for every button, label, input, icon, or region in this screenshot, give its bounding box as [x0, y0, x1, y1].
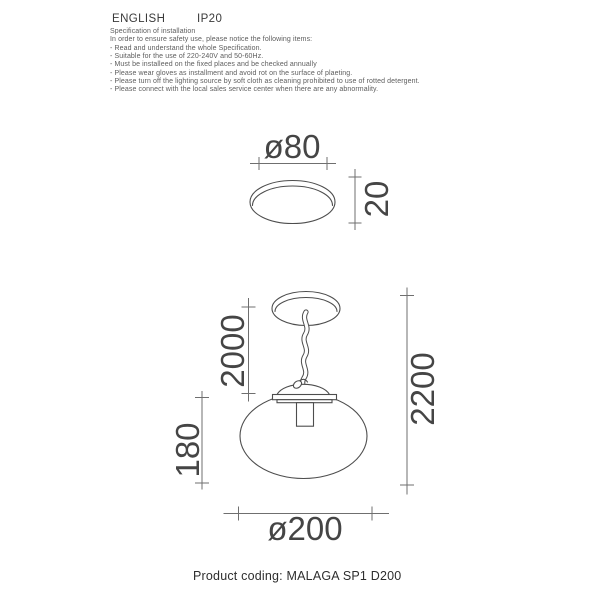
dim-label-canopy-diameter: ø80 [263, 128, 321, 165]
product-coding: Product coding: MALAGA SP1 D200 [193, 569, 402, 583]
canopy-top-view-outline [250, 181, 335, 224]
spec-item: - Please wear gloves as installment and avoid rot on the surface of plaeting. [110, 69, 353, 77]
dim-label-shade-height: 180 [169, 422, 206, 478]
spec-item: - Read and understand the whole Specification. [110, 44, 262, 52]
dim-label-cord-length: 2000 [214, 314, 251, 388]
dim-label-total-height: 2200 [404, 352, 441, 426]
spec-intro: In order to ensure safety use, please notice the following items: [110, 36, 313, 44]
dim-label-canopy-height: 20 [358, 180, 395, 218]
spec-item: - Suitable for the use of 220-240V and 50-60Hz. [110, 53, 264, 61]
spec-item: - Please turn off the lighting source by soft cloth as cleaning prohibited to use of rotted detergent. [110, 78, 420, 86]
lamp-drawing [240, 181, 367, 479]
holder-dome [277, 384, 330, 394]
socket-tube [297, 403, 314, 427]
ip-rating-label: IP20 [197, 13, 223, 25]
holder-flange-upper [273, 395, 337, 400]
spec-title: Specification of installation [110, 28, 196, 35]
spec-item: - Please connect with the local sales service center when there are any abnormality. [110, 86, 379, 94]
language-label: ENGLISH [112, 13, 166, 25]
dim-label-shade-diameter: ø200 [267, 510, 343, 547]
spec-item: - Must be installeed on the fixed places and be checked annually [110, 61, 317, 69]
